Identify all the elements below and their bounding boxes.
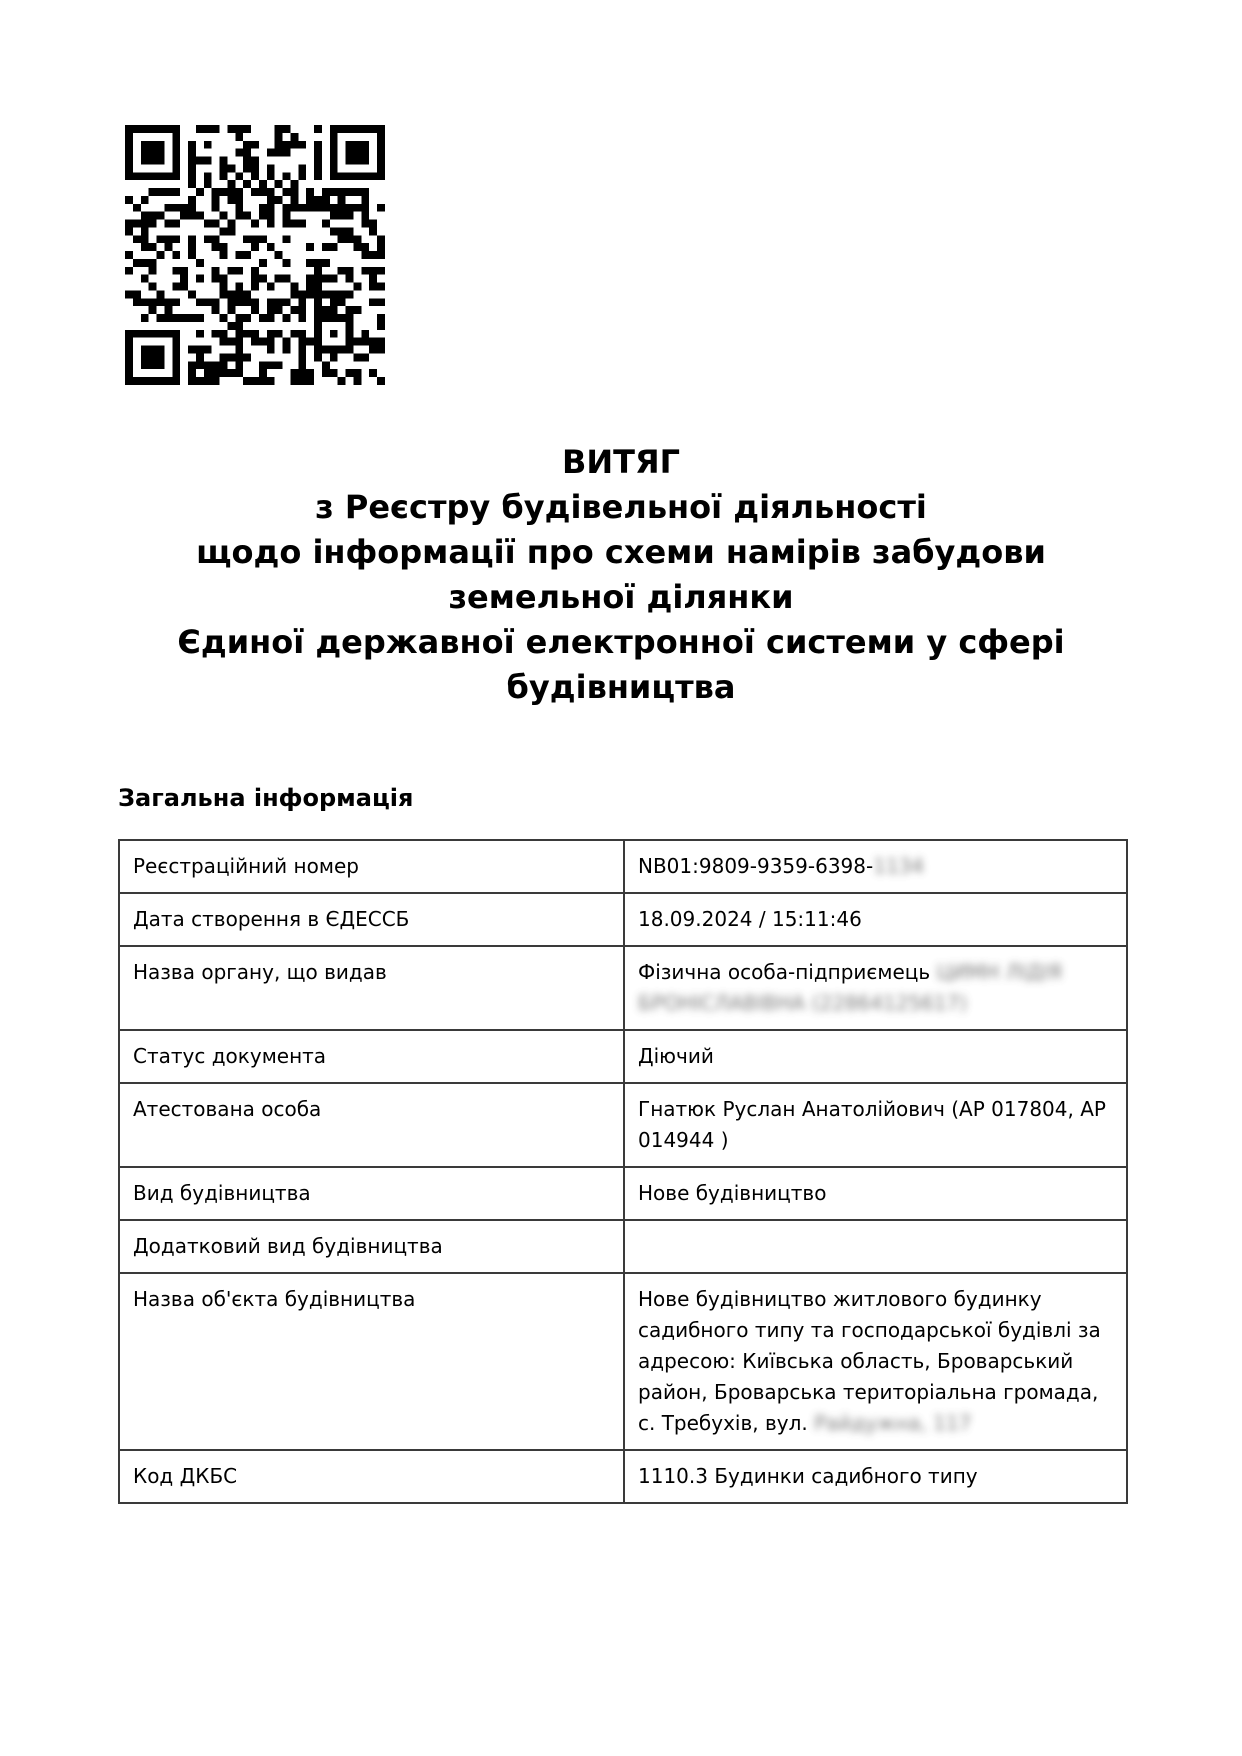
row-value [624, 1220, 1127, 1273]
table-row [119, 1450, 1127, 1503]
row-value [624, 1167, 1127, 1220]
row-label: Реєстраційний номер [119, 840, 624, 893]
row-label: Назва об'єкта будівництва [119, 1273, 624, 1450]
general-info-table [118, 839, 1128, 1504]
row-label: Вид будівництва [119, 1167, 624, 1220]
row-label: Дата створення в ЄДЕССБ [119, 893, 624, 946]
document-title [0, 440, 1242, 710]
title-line: щодо інформації про схеми намірів забудови [196, 533, 1046, 571]
row-label: Атестована особа [119, 1083, 624, 1167]
table-row [119, 1273, 1127, 1450]
row-value [624, 946, 1127, 1030]
row-value-text: Нове будівництво [638, 1181, 827, 1205]
row-value-text: 1110.3 Будинки садибного типу [638, 1464, 978, 1488]
row-value [624, 1273, 1127, 1450]
row-value-text: 18.09.2024 / 15:11:46 [638, 907, 862, 931]
section-heading: Загальна інформація [118, 784, 414, 812]
title-line: Єдиної державної електронної системи у сфері [177, 623, 1065, 661]
redacted-text: 1134 [873, 854, 925, 878]
redacted-text: Райдужна, 117 [814, 1411, 972, 1435]
row-value [624, 1083, 1127, 1167]
table-row [119, 1167, 1127, 1220]
row-label: Статус документа [119, 1030, 624, 1083]
row-value [624, 840, 1127, 893]
qr-code [125, 125, 385, 385]
row-value-text: Гнатюк Руслан Анатолійович (АР 017804, АР 014944 ) [638, 1097, 1106, 1152]
row-value-text: Фізична особа-підприємець [638, 960, 931, 984]
title-line: з Реєстру будівельної діяльності [315, 488, 927, 526]
title-line: ВИТЯГ [561, 443, 681, 481]
title-line: будівництва [506, 668, 736, 706]
redacted-text: ЦИМН ЛІДІЯ БРОНІСЛАВІВНА (22864125617) [638, 960, 1063, 1015]
table-row [119, 1083, 1127, 1167]
table-row [119, 946, 1127, 1030]
row-value-text: NB01:9809-9359-6398- [638, 854, 874, 878]
row-value [624, 893, 1127, 946]
row-value [624, 1450, 1127, 1503]
table-row [119, 1030, 1127, 1083]
row-label: Код ДКБС [119, 1450, 624, 1503]
row-value [624, 1030, 1127, 1083]
row-label: Додатковий вид будівництва [119, 1220, 624, 1273]
row-value-text: Діючий [638, 1044, 714, 1068]
table-row [119, 1220, 1127, 1273]
title-line: земельної ділянки [448, 578, 794, 616]
row-value-text: Нове будівництво житлового будинку садибного типу та господарської будівлі за адресою: Київська область, Броварський район, Броварська територіальна громада, с. Требухів, вул. [638, 1287, 1101, 1435]
row-label: Назва органу, що видав [119, 946, 624, 1030]
table-row [119, 840, 1127, 893]
table-row [119, 893, 1127, 946]
